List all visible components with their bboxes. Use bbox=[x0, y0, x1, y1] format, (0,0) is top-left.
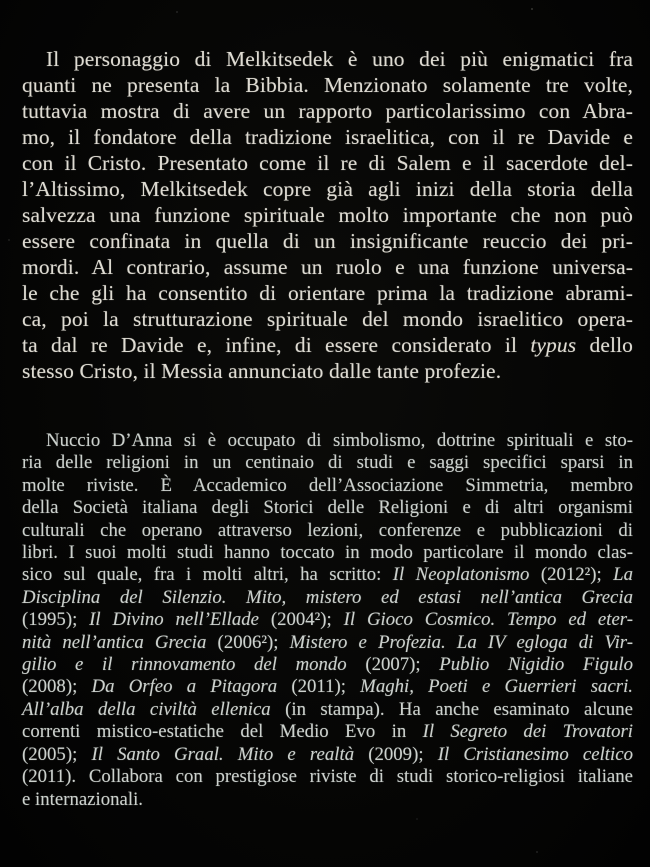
text-run: salvezza una funzione spirituale molto importante che non può bbox=[22, 203, 633, 227]
text-line bbox=[22, 676, 633, 698]
text-run: mordi. Al contrario, assume un ruolo e una funzione universa- bbox=[22, 255, 633, 279]
text-run: ca, poi la strutturazione spirituale del mondo israelitico opera- bbox=[22, 307, 633, 331]
book-title-text-run: La bbox=[613, 564, 634, 586]
text-run: molte riviste. È Accademico dell’Associazione Simmetria, membro bbox=[22, 474, 633, 496]
text-run: correnti mistico-estatiche del Medio Evo in bbox=[22, 721, 423, 743]
book-title-text-run: Il Segreto dei Trovatori bbox=[422, 721, 634, 743]
text-run: l’Altissimo, Melkitsedek copre già agli inizi della storia della bbox=[22, 177, 633, 201]
text-line bbox=[22, 564, 633, 586]
book-title-text-run: gilio e il rinnovamento del mondo bbox=[22, 654, 347, 676]
text-run: ta dal re Davide e, infine, di essere considerato il bbox=[22, 333, 531, 357]
text-run: (2011); bbox=[277, 676, 361, 698]
text-line bbox=[22, 654, 633, 676]
text-line bbox=[22, 358, 633, 384]
text-line bbox=[22, 430, 633, 452]
text-line bbox=[22, 520, 633, 542]
text-run: tuttavia mostra di avere un rapporto particolarissimo con Abra- bbox=[22, 99, 633, 123]
text-line bbox=[22, 150, 633, 176]
text-run: (1995); bbox=[22, 609, 90, 631]
book-title-text-run: Il Gioco Cosmico. Tempo ed eter- bbox=[343, 609, 633, 631]
text-line bbox=[22, 587, 633, 609]
author-bio-paragraph bbox=[22, 384, 633, 811]
book-title-text-run: Da Orfeo a Pitagora bbox=[91, 676, 278, 698]
text-line bbox=[22, 332, 633, 358]
text-run: (2004²); bbox=[258, 609, 344, 631]
text-line bbox=[22, 542, 633, 564]
book-title-text-run: Mistero e Profezia. La IV egloga di Vir- bbox=[289, 631, 633, 653]
text-run: mo, il fondatore della tradizione israelitica, con il re Davide e bbox=[22, 125, 633, 149]
text-line bbox=[22, 452, 633, 474]
text-line bbox=[22, 766, 633, 788]
text-run: (in stampa). Ha anche esaminato alcune bbox=[270, 698, 633, 720]
book-title-text-run: Il Neoplatonismo bbox=[392, 564, 530, 586]
text-line bbox=[22, 497, 633, 519]
text-line bbox=[22, 632, 633, 654]
text-run: e internazionali. bbox=[22, 788, 143, 810]
book-title-text-run: Il Cristianesimo celtico bbox=[437, 743, 633, 765]
text-line bbox=[22, 744, 633, 766]
text-line bbox=[22, 98, 633, 124]
book-title-text-run: Disciplina del Silenzio. Mito, mistero ed estasi nell’antica Grecia bbox=[22, 586, 633, 608]
text-run: (2008); bbox=[22, 676, 92, 698]
text-run: quanti ne presenta la Bibbia. Menzionato solamente tre volte, bbox=[22, 73, 633, 97]
text-line bbox=[22, 202, 633, 228]
book-title-text-run: Maghi, Poeti e Guerrieri sacri. bbox=[360, 676, 634, 698]
text-line bbox=[22, 721, 633, 743]
text-run: (2006²); bbox=[206, 631, 290, 653]
text-run: Nuccio D’Anna si è occupato di simbolismo, dottrine spirituali e sto- bbox=[46, 430, 633, 451]
text-run: con il Cristo. Presentato come il re di Salem e il sacerdote del- bbox=[22, 151, 633, 175]
book-title-text-run: Publio Nigidio Figulo bbox=[439, 654, 633, 676]
text-run: ria delle religioni in un centinaio di studi e saggi specifici sparsi in bbox=[22, 452, 633, 474]
text-line bbox=[22, 306, 633, 332]
text-run: le che gli ha consentito di orientare prima la tradizione abrami- bbox=[22, 281, 633, 305]
text-line bbox=[22, 46, 633, 72]
text-run: libri. I suoi molti studi hanno toccato in modo particolare il mondo clas- bbox=[22, 542, 633, 564]
text-line bbox=[22, 124, 633, 150]
text-line bbox=[22, 72, 633, 98]
book-title-text-run: Il Divino nell’Ellade bbox=[89, 609, 259, 631]
text-run: culturali che operano attraverso lezioni, conferenze e pubblicazioni di bbox=[22, 519, 633, 541]
text-run: (2005); bbox=[22, 743, 92, 765]
text-line bbox=[22, 475, 633, 497]
text-line bbox=[22, 699, 633, 721]
book-title-text-run: All’alba della civiltà ellenica bbox=[22, 698, 271, 720]
text-line bbox=[22, 176, 633, 202]
text-run: dello bbox=[576, 333, 633, 357]
text-run: stesso Cristo, il Messia annunciato dalle tante profezie. bbox=[22, 359, 502, 383]
text-run: (2012²); bbox=[529, 564, 614, 586]
text-run: Il personaggio di Melkitsedek è uno dei più enigmatici fra bbox=[46, 47, 633, 71]
text-line bbox=[22, 609, 633, 631]
book-title-text-run: typus bbox=[530, 333, 577, 357]
text-line bbox=[22, 228, 633, 254]
text-line bbox=[22, 280, 633, 306]
text-run: essere confinata in quella di un insignificante reuccio dei pri- bbox=[22, 229, 633, 253]
text-run: (2011). Collabora con prestigiose riviste di studi storico-religiosi italiane bbox=[22, 766, 633, 788]
synopsis-paragraph bbox=[22, 0, 633, 384]
scan-speckles bbox=[0, 0, 2, 2]
text-run: della Società italiana degli Storici delle Religioni e di altri organismi bbox=[22, 497, 633, 519]
text-run: sico sul quale, fra i molti altri, ha scritto: bbox=[22, 564, 393, 586]
text-line bbox=[22, 789, 633, 811]
text-run: (2009); bbox=[354, 743, 438, 765]
book-title-text-run: nità nell’antica Grecia bbox=[22, 631, 207, 653]
text-line bbox=[22, 254, 633, 280]
book-title-text-run: Il Santo Graal. Mito e realtà bbox=[91, 743, 355, 765]
text-run: (2007); bbox=[346, 654, 440, 676]
